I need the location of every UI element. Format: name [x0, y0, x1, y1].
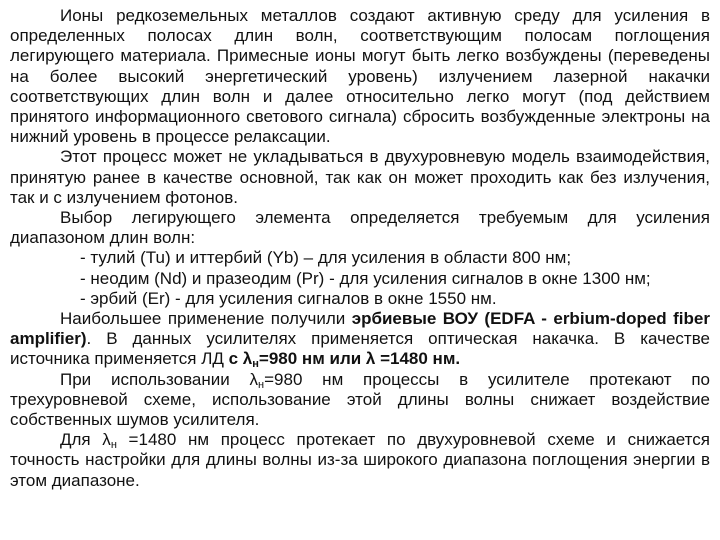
paragraph-edfa — [10, 309, 710, 370]
paragraph-980nm-text-1: При использовании λ — [60, 369, 259, 389]
paragraph-edfa-text-2: . В данных усилителях применяется оптическая накачка. В качестве источника применяется ЛД — [10, 329, 710, 369]
pump-wavelength-values: =980 нм или λ =1480 нм. — [258, 349, 461, 369]
paragraph-dopant-choice: Выбор легирующего элемента определяется требуемым для усиления диапазоном длин волн: — [10, 208, 710, 248]
paragraph-interaction-model: Этот процесс может не укладываться в двухуровневую модель взаимодействия, принятую ранее в качестве основной, так как он может проходить как без излучения, так и с излучением фотонов. — [10, 147, 710, 207]
paragraph-1480nm-subscript: н — [110, 439, 117, 452]
list-item-thulium-ytterbium: - тулий (Tu) и иттербий (Yb) – для усиления в области 800 нм; — [80, 248, 572, 268]
paragraph-edfa-text-1: Наибольшее применение получили — [60, 309, 352, 329]
paragraph-980nm — [10, 370, 710, 431]
pump-lambda-subscript: н — [252, 358, 259, 371]
paragraph-980nm-text-2: =980 нм процессы в усилителе протекают по трехуровневой схеме, использование этой длины волны снижает воздействие собственных шумов усилителя. — [10, 369, 710, 430]
paragraph-1480nm-text-1: Для λ — [60, 430, 111, 450]
list-item-neodymium-praseodymium: - неодим (Nd) и празеодим (Pr) - для усиления сигналов в окне 1300 нм; — [80, 268, 651, 288]
pump-wavelength-lambda — [228, 349, 461, 371]
pump-lambda-symbol: с λ — [228, 349, 253, 369]
paragraph-980nm-subscript: н — [258, 378, 265, 391]
paragraph-1480nm-text-2: =1480 нм процесс протекает по двухуровневой схеме и снижается точность настройки для длины волны из-за широкого диапазона поглощения энергии в этом диапазоне. — [10, 430, 710, 490]
paragraph-rare-earth-ions: Ионы редкоземельных металлов создают активную среду для усиления в определенных полосах длин волн, соответствующим полосам поглощения легирующего материала. Примесные ионы могут быть легко возбуждены (переведены на более высокий энергетический уровень) излучением лазерной накачки соответствующих длин волн и далее относительно легко могут (под действием принятого информационного светового сигнала) сбросить возбужденные электроны на нижний уровень в процессе релаксации. — [10, 6, 710, 147]
list-item-erbium: - эрбий (Er) - для усиления сигналов в окне 1550 нм. — [80, 288, 497, 308]
paragraph-1480nm — [10, 430, 710, 491]
edfa-term: эрбиевые ВОУ (EDFA - erbium-doped fiber amplifier) — [10, 309, 710, 349]
